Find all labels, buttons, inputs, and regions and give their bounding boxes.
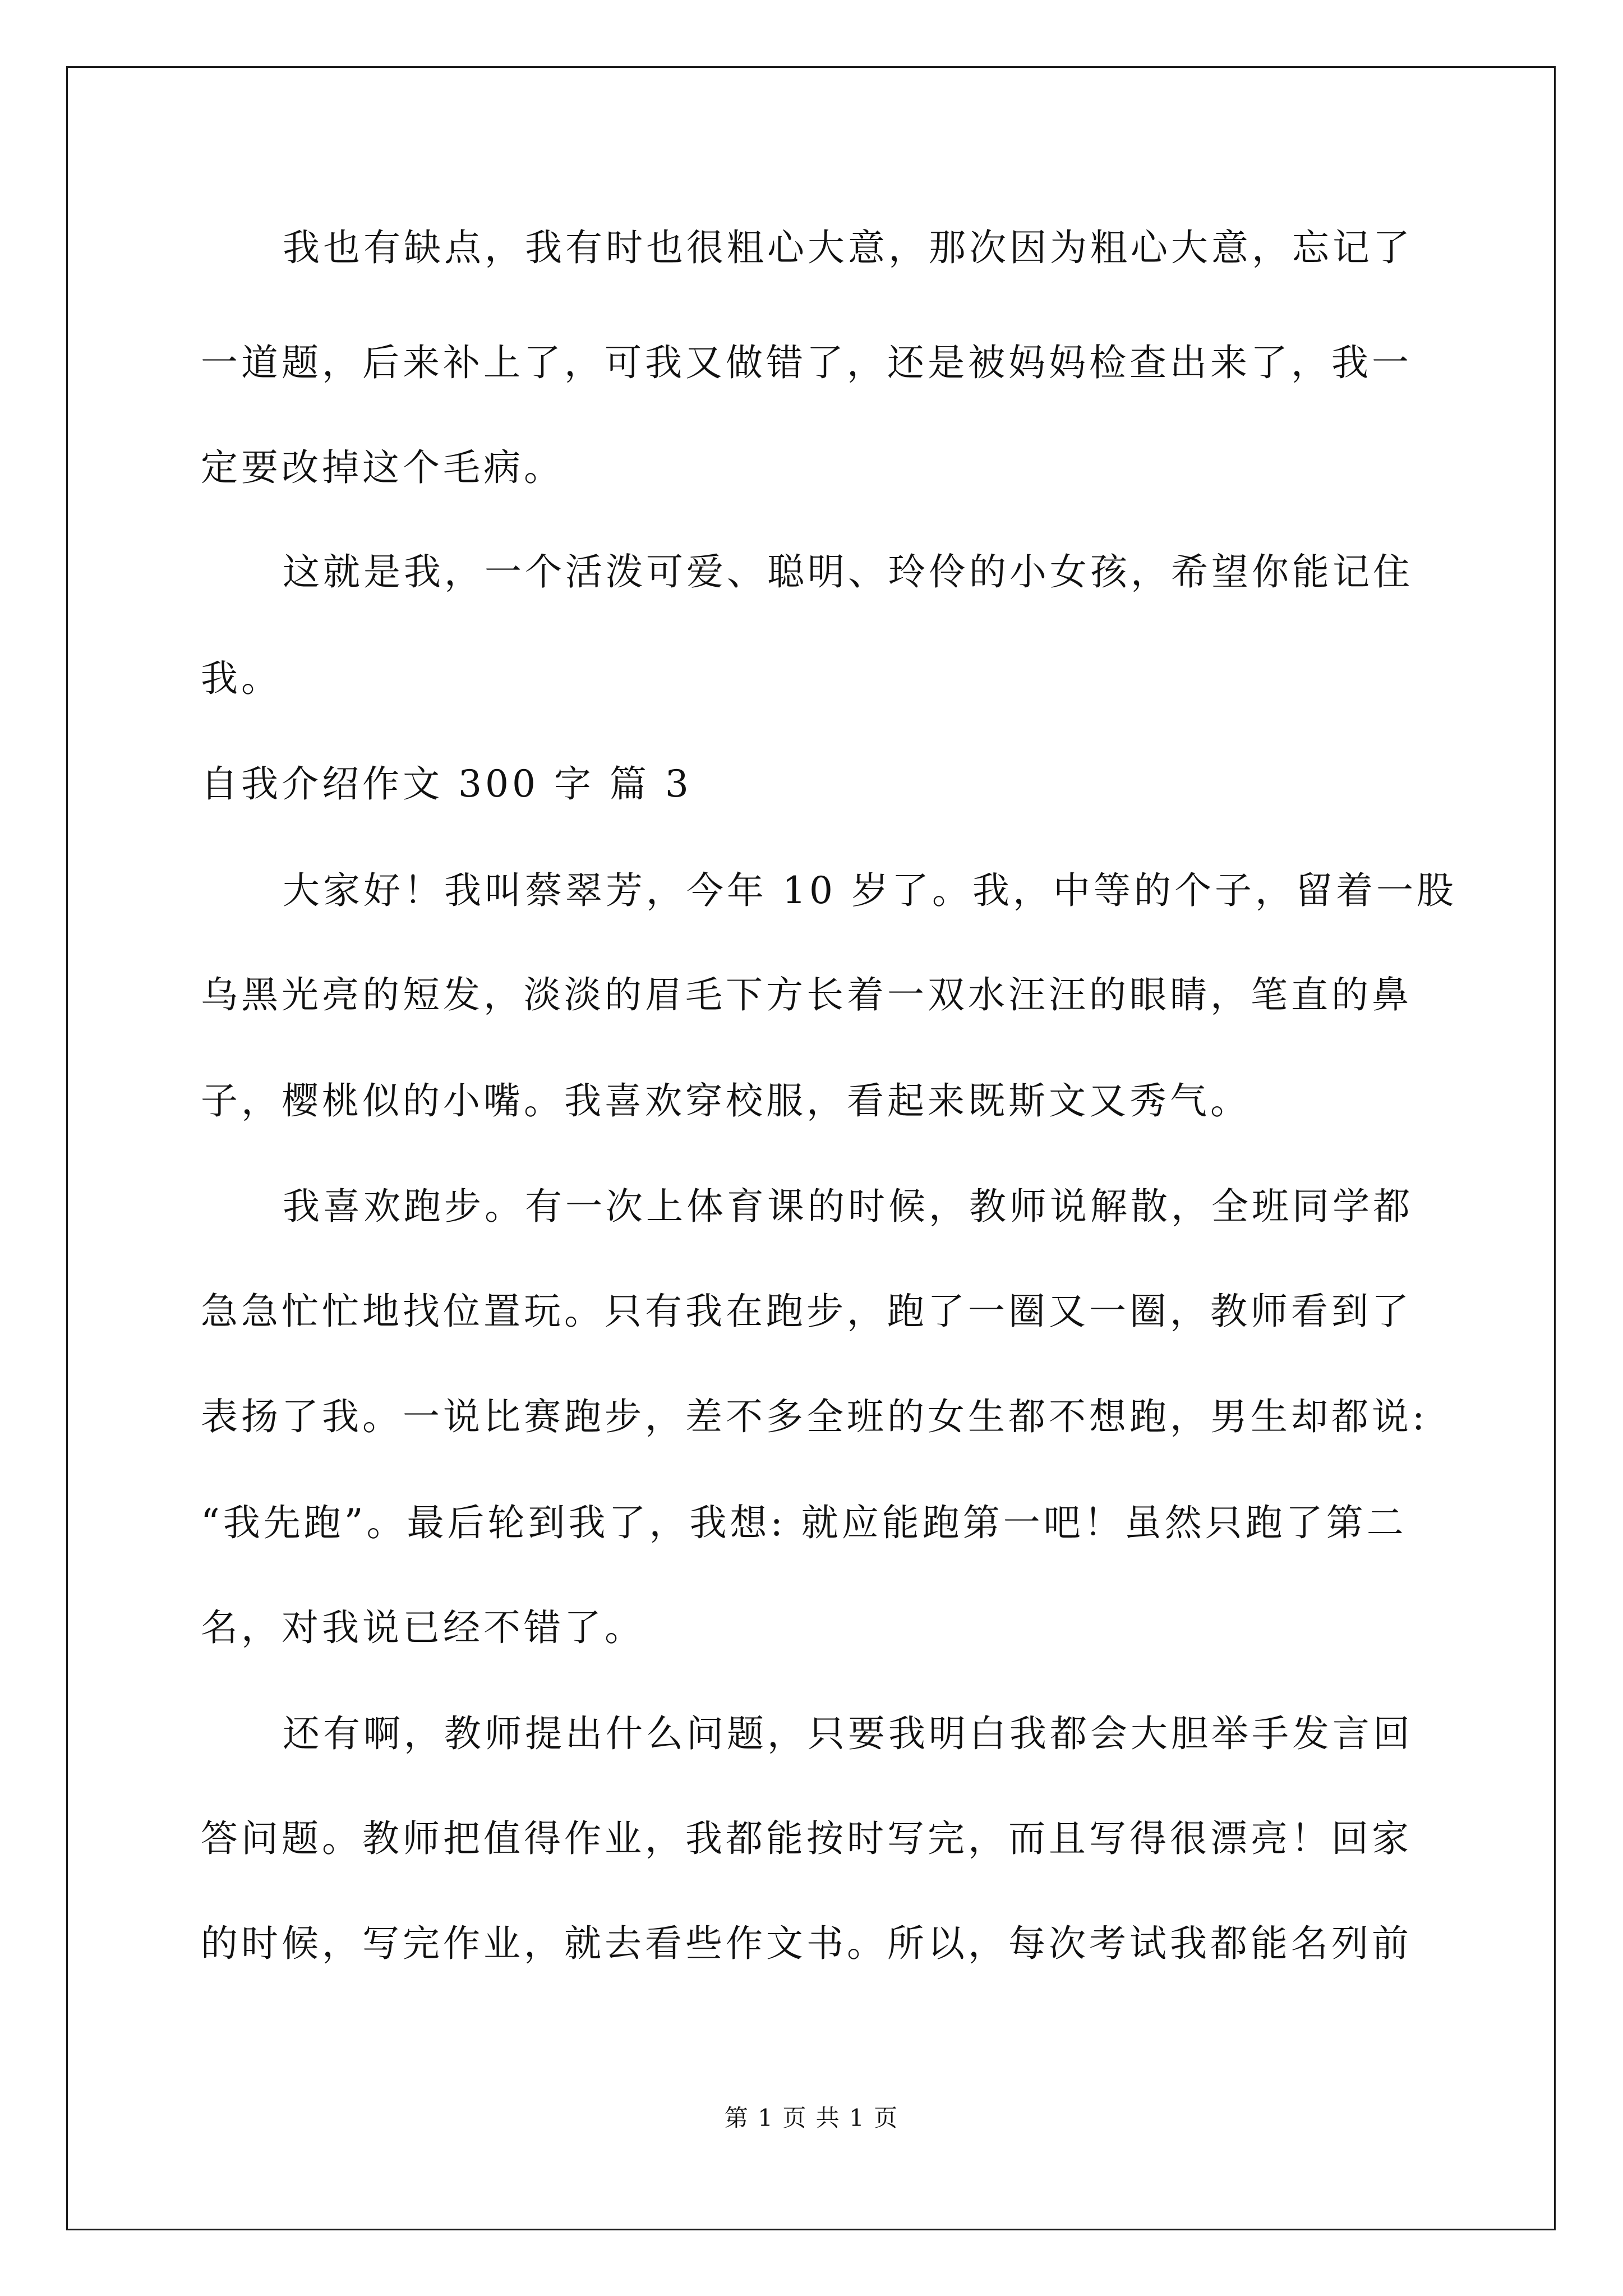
paragraph-line: 还有啊，教师提出什么问题，只要我明白我都会大胆举手发言回 [283, 1712, 1413, 1755]
paragraph-line: 定要改掉这个毛病。 [201, 446, 564, 489]
paragraph-line: 急急忙忙地找位置玩。只有我在跑步，跑了一圈又一圈，教师看到了 [201, 1290, 1412, 1333]
paragraph-line: 大家好！我叫蔡翠芳，今年 10 岁了。我，中等的个子，留着一股 [283, 869, 1457, 912]
page-border [66, 66, 1556, 2230]
paragraph-line: 一道题，后来补上了，可我又做错了，还是被妈妈检查出来了，我一 [201, 341, 1412, 384]
paragraph-line: 子，樱桃似的小嘴。我喜欢穿校服，看起来既斯文又秀气。 [201, 1079, 1251, 1122]
paragraph-line: 名，对我说已经不错了。 [201, 1606, 645, 1649]
paragraph-line: 我。 [201, 657, 282, 700]
paragraph-line: 这就是我，一个活泼可爱、聪明、玲伶的小女孩，希望你能记住 [283, 550, 1413, 593]
paragraph-line: “我先跑”。最后轮到我了，我想: 就应能跑第一吧！虽然只跑了第二 [201, 1501, 1407, 1544]
paragraph-line: 我喜欢跑步。有一次上体育课的时候，教师说解散，全班同学都 [283, 1185, 1413, 1228]
page-footer: 第 1 页 共 1 页 [724, 2104, 899, 2132]
paragraph-line: 的时候，写完作业，就去看些作文书。所以，每次考试我都能名列前 [201, 1922, 1412, 1965]
section-heading: 自我介绍作文 300 字 篇 3 [201, 762, 692, 806]
paragraph-line: 表扬了我。一说比赛跑步，差不多全班的女生都不想跑，男生却都说: [201, 1395, 1428, 1438]
paragraph-line: 乌黑光亮的短发，淡淡的眉毛下方长着一双水汪汪的眼睛，笔直的鼻 [201, 973, 1412, 1016]
paragraph-line: 我也有缺点，我有时也很粗心大意，那次因为粗心大意，忘记了 [283, 226, 1413, 269]
paragraph-line: 答问题。教师把值得作业，我都能按时写完，而且写得很漂亮！回家 [201, 1817, 1412, 1860]
